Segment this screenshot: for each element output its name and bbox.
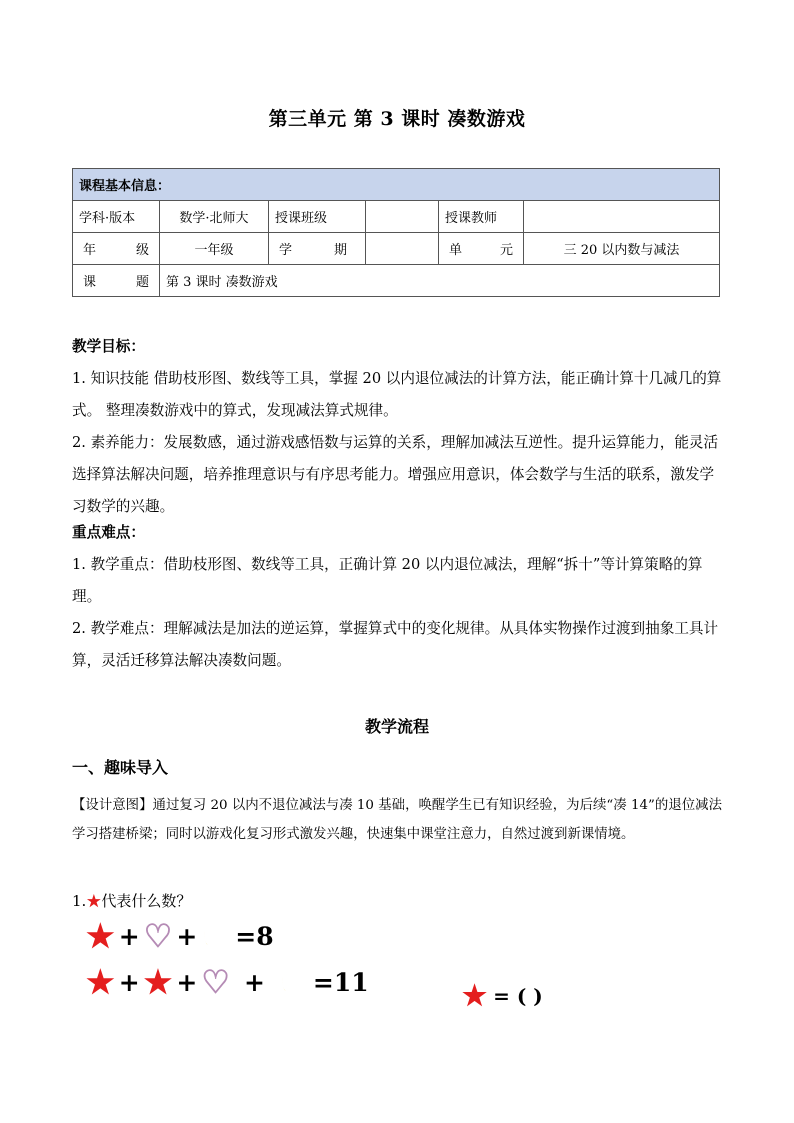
- teacher-value: [524, 201, 720, 233]
- equation-result: =11: [312, 967, 369, 997]
- goal-item: 1. 知识技能 借助枝形图、数线等工具，掌握 20 以内退位减法的计算方法，能正确计算十几减几的算式。 整理凑数游戏中的算式，发现减法算式规律。: [72, 370, 722, 419]
- topic-value: 第 3 课时 凑数游戏: [160, 265, 720, 297]
- term-value: [366, 233, 439, 265]
- equation-1: [86, 917, 274, 955]
- star-icon: ★: [86, 963, 115, 1001]
- term-label: 学 期: [269, 233, 366, 265]
- key-point-item: 1. 教学重点：借助枝形图、数线等工具，正确计算 20 以内退位减法，理解“拆十”等计算策略的算理。: [72, 556, 703, 605]
- goal-item: 2. 素养能力：发展数感，通过游戏感悟数与运算的关系，理解加减法互逆性。提升运算能力，能灵活选择算法解决问题，培养推理意识与有序思考能力。增强应用意识，体会数学与生活的联系，激发学习数学的兴趣。: [72, 434, 719, 515]
- crescent-moon-icon: [201, 921, 223, 951]
- star-icon: ★: [86, 892, 102, 910]
- plus-sign: +: [243, 967, 265, 997]
- equation-2: [86, 963, 369, 1001]
- subject-value: 数学·北师大: [160, 201, 269, 233]
- key-points-section: [72, 517, 722, 677]
- class-label: 授课班级: [269, 201, 366, 233]
- key-points-heading: 重点难点：: [72, 524, 145, 541]
- flow-title: 教学流程: [364, 717, 429, 736]
- plus-sign: +: [176, 921, 198, 951]
- unit-label: 单 元: [439, 233, 524, 265]
- star-icon: ★: [143, 963, 173, 1001]
- goals-section: [72, 331, 722, 523]
- answer-blank: = ( ): [493, 984, 543, 1008]
- question-text: 代表什么数？: [101, 892, 192, 910]
- plus-sign: +: [176, 967, 198, 997]
- crescent-moon-icon: [279, 967, 301, 997]
- grade-value: 一年级: [160, 233, 269, 265]
- design-intent: 【设计意图】通过复习 20 以内不退位减法与凑 10 基础，唤醒学生已有知识经验，为后续“凑 14”的退位减法学习搭建桥梁；同时以游戏化复习形式激发兴趣，快速集中课堂注意力，自然过渡到新课情境。: [72, 798, 722, 842]
- grade-label: 年 级: [73, 233, 160, 265]
- course-info-table: [72, 168, 720, 297]
- subject-label: 学科·版本: [73, 201, 160, 233]
- star-icon: ★: [462, 979, 488, 1012]
- equation-result: =8: [235, 921, 274, 951]
- key-point-item: 2. 教学难点：理解减法是加法的逆运算，掌握算式中的变化规律。从具体实物操作过渡到抽象工具计算，灵活迁移算法解决凑数问题。: [72, 620, 719, 669]
- page-title: 第三单元 第 3 课时 凑数游戏: [268, 108, 526, 130]
- section-heading: 一、趣味导入: [72, 758, 169, 777]
- answer-line: [462, 980, 543, 1012]
- table-header: 课程基本信息：: [73, 169, 720, 201]
- goals-heading: 教学目标：: [72, 338, 145, 355]
- star-icon: ★: [86, 917, 115, 955]
- teacher-label: 授课教师: [439, 201, 524, 233]
- class-value: [366, 201, 439, 233]
- heart-icon: ♡: [201, 963, 230, 1001]
- unit-value: 三 20 以内数与减法: [524, 233, 720, 265]
- question-number: 1.: [72, 892, 87, 910]
- plus-sign: +: [118, 967, 140, 997]
- question-1: [72, 885, 191, 917]
- plus-sign: +: [118, 921, 140, 951]
- topic-label: 课 题: [73, 265, 160, 297]
- heart-icon: ♡: [143, 917, 173, 955]
